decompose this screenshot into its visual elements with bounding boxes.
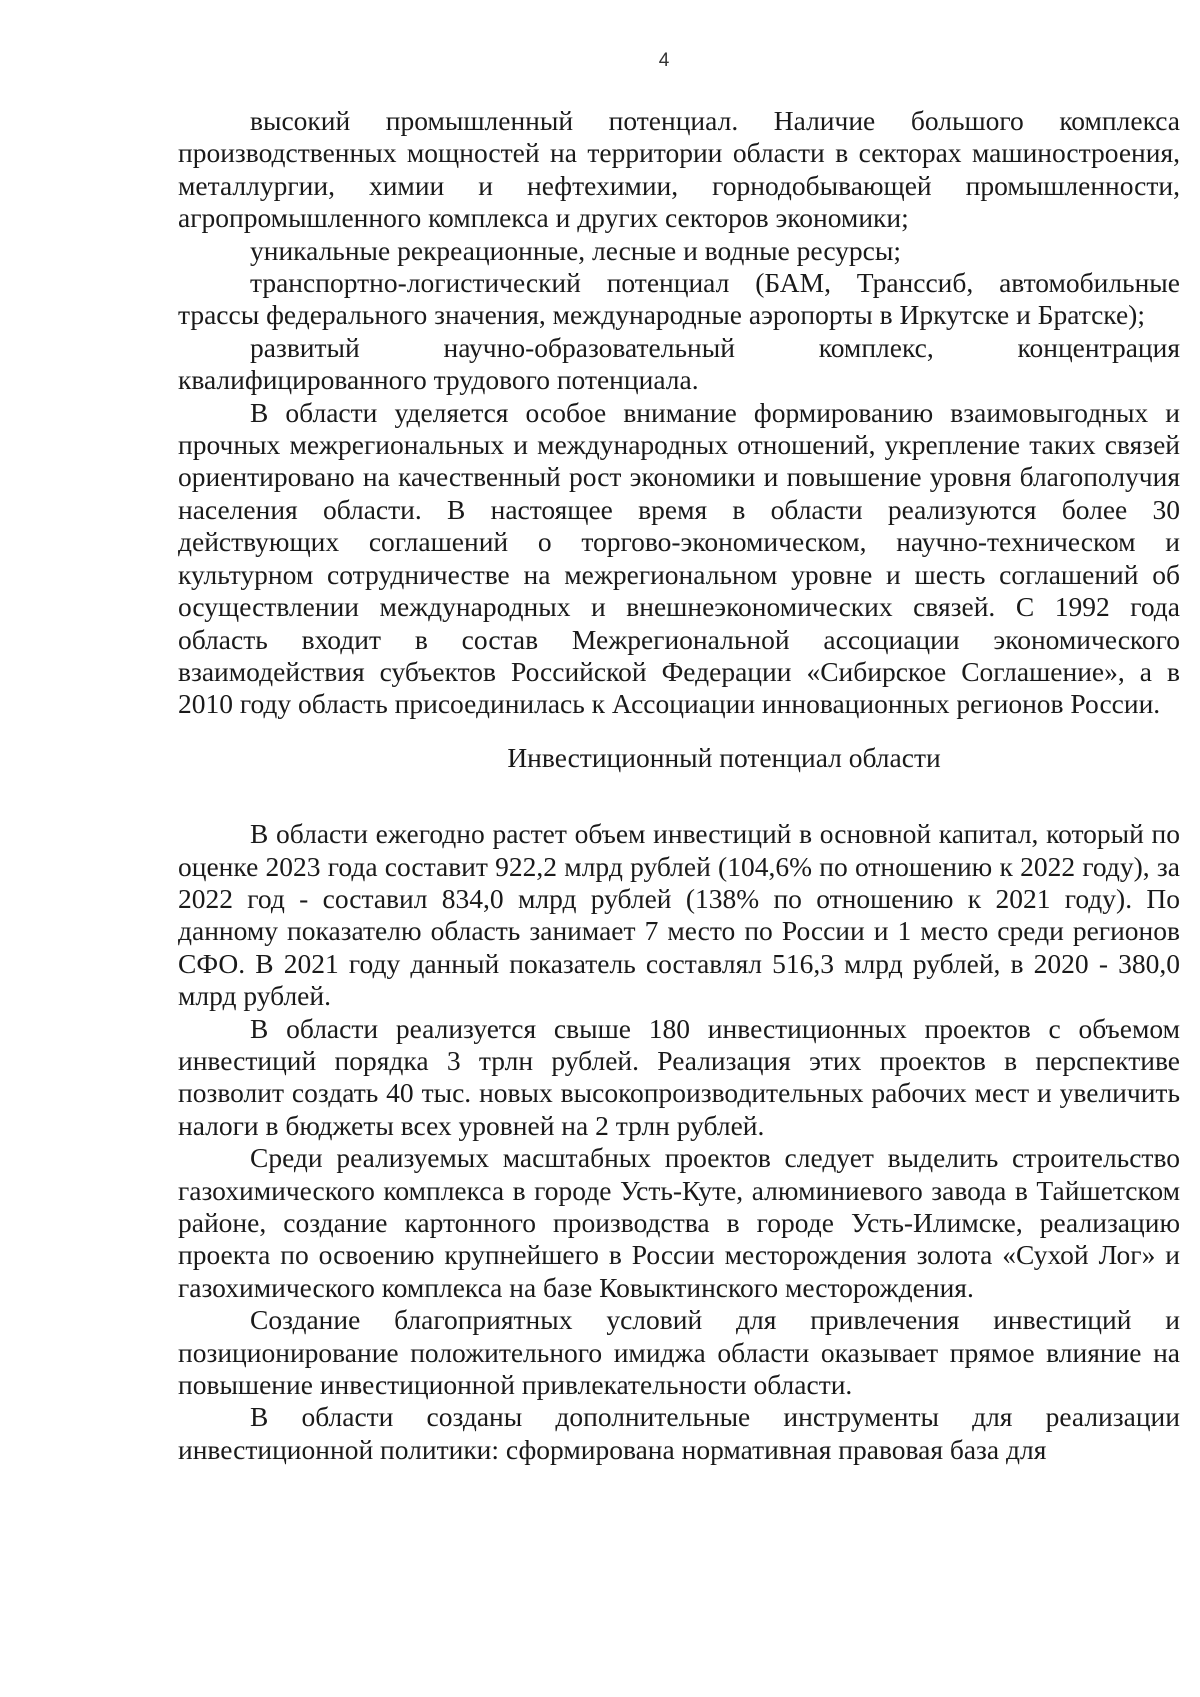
paragraph-major-projects: Среди реализуемых масштабных проектов следует выделить строительство газохимического комплекса в городе Усть-Куте, алюминиевого завода в Тайшетском районе, создание картонного производства в городе Усть-Илимске, реализацию проекта по освоению крупнейшего в России месторождения золота «Сухой Лог» и газохимического комплекса на базе Ковыктинского месторождения.: [178, 1142, 1180, 1303]
paragraph-investment-volume: В области ежегодно растет объем инвестиций в основной капитал, который по оценке 2023 года составит 922,2 млрд рублей (104,6% по отношению к 2022 году), за 2022 год - составил 834,0 млрд рублей (138% по отношению к 2021 году). По данному показателю область занимает 7 место по России и 1 место среди регионов СФО. В 2021 году данный показатель составлял 516,3 млрд рублей, в 2020 - 380,0 млрд рублей.: [178, 818, 1180, 1012]
paragraph-natural-resources: уникальные рекреационные, лесные и водные ресурсы;: [250, 234, 901, 266]
page-number: 4: [658, 50, 670, 71]
paragraph-investment-projects: В области реализуется свыше 180 инвестиционных проектов с объемом инвестиций порядка 3 трлн рублей. Реализация этих проектов в перспективе позволит создать 40 тыс. новых высокопроизводительных рабочих мест и увеличить налоги в бюджеты всех уровней на 2 трлн рублей.: [178, 1012, 1180, 1141]
section-heading: Инвестиционный потенциал области: [507, 741, 941, 773]
paragraph-education-complex: развитый научно-образовательный комплекс, концентрация квалифицированного трудового потенциала.: [178, 331, 1180, 396]
document-body: [178, 105, 1180, 1466]
paragraph-industrial-potential: высокий промышленный потенциал. Наличие большого комплекса производственных мощностей на территории области в секторах машиностроения, металлургии, химии и нефтехимии, горнодобывающей промышленности, агропромышленного комплекса и других секторов экономики;: [178, 105, 1180, 234]
paragraph-interregional-relations: В области уделяется особое внимание формированию взаимовыгодных и прочных межрегиональных и международных отношений, укрепление таких связей ориентировано на качественный рост экономики и повышение уровня благополучия населения области. В настоящее время в области реализуются более 30 действующих соглашений о торгово-экономическом, научно-техническом и культурном сотрудничестве на межрегиональном уровне и шесть соглашений об осуществлении международных и внешнеэкономических связей. С 1992 года область входит в состав Межрегиональной ассоциации экономического взаимодействия субъектов Российской Федерации «Сибирское Соглашение», а в 2010 году область присоединилась к Ассоциации инновационных регионов России.: [178, 396, 1180, 720]
paragraph-additional-instruments: В области созданы дополнительные инструменты для реализации инвестиционной политики: сформирована нормативная правовая база для: [178, 1401, 1180, 1465]
paragraph-favorable-conditions: Создание благоприятных условий для привлечения инвестиций и позиционирование положительного имиджа области оказывает прямое влияние на повышение инвестиционной привлекательности области.: [178, 1304, 1180, 1401]
paragraph-transport-logistics: транспортно-логистический потенциал (БАМ, Транссиб, автомобильные трассы федерального значения, международные аэропорты в Иркутске и Братске);: [178, 267, 1180, 331]
